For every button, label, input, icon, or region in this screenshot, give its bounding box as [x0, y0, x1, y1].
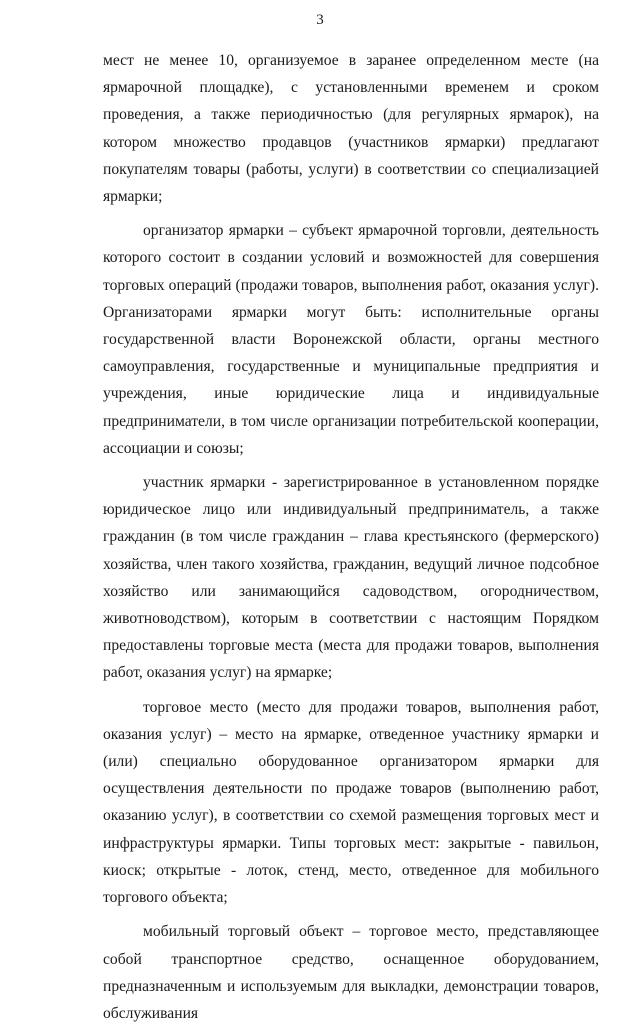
- paragraph-fair-organizer: организатор ярмарки – субъект ярмарочной торговли, деятельность которого состоит в создании условий и возможностей для совершения торговых операций (продажи товаров, выполнения работ, оказания услуг). Организаторами ярмарки могут быть: исполнительные органы государственной власти Воронежской области, органы местного самоуправления, государственные и муниципальные предприятия и учреждения, иные юридические лица и индивидуальные предприниматели, в том числе организации потребительской кооперации, ассоциации и союзы;: [103, 222, 599, 457]
- paragraph-mobile-trade-object: мобильный торговый объект – торговое место, представляющее собой транспортное средство, оснащенное оборудованием, предназначенным и используемым для выкладки, демонстрации товаров, обслуживания: [103, 923, 599, 1022]
- paragraph-fair-definition-continued: мест не менее 10, организуемое в заранее определенном месте (на ярмарочной площадке), с установленными временем и сроком проведения, а также периодичностью (для регулярных ярмарок), на котором множество продавцов (участников ярмарки) предлагают покупателям товары (работы, услуги) в соответствии со специализацией ярмарки;: [103, 52, 599, 206]
- page-number: 3: [316, 12, 324, 28]
- paragraph-fair-participant: участник ярмарки - зарегистрированное в установленном порядке юридическое лицо или индивидуальный предприниматель, а также гражданин (в том числе гражданин – глава крестьянского (фермерского) хозяйства, член такого хозяйства, гражданин, ведущий личное подсобное хозяйство или занимающийся садоводством, огородничеством, животноводством), которым в соответствии с настоящим Порядком предоставлены торговые места (места для продажи товаров, выполнения работ, оказания услуг) на ярмарке;: [103, 474, 599, 682]
- paragraph-trading-place: торговое место (место для продажи товаров, выполнения работ, оказания услуг) – место на ярмарке, отведенное участнику ярмарки и (или) специально оборудованное организатором ярмарки для осуществления деятельности по продаже товаров (выполнению работ, оказанию услуг), в соответствии со схемой размещения торговых мест и инфраструктуры ярмарки. Типы торговых мест: закрытые - павильон, киоск; открытые - лоток, стенд, место, отведенное для мобильного торгового объекта;: [103, 698, 599, 907]
- document-body: [103, 47, 599, 1027]
